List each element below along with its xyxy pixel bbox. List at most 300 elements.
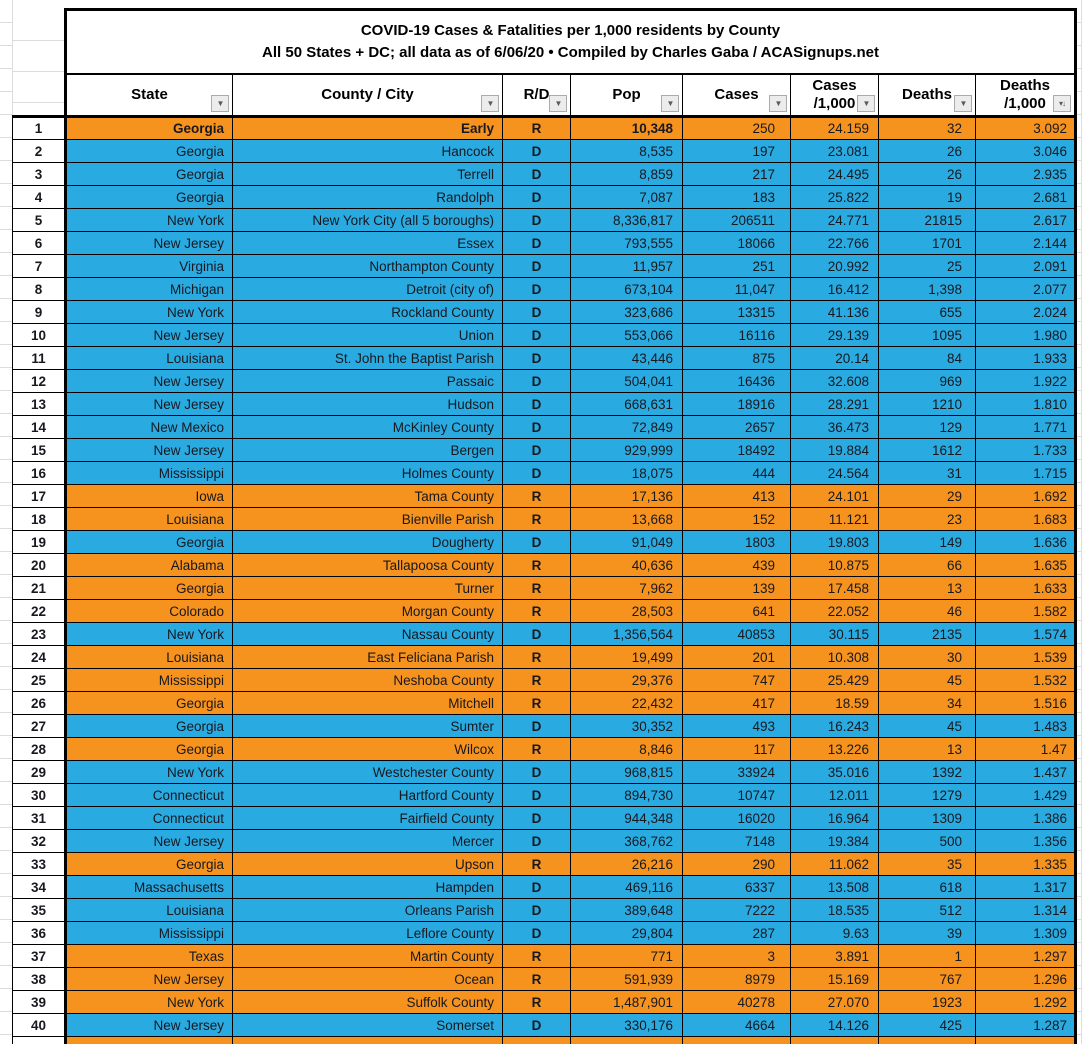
cell-state[interactable]: New York: [66, 301, 233, 324]
cell-county-city[interactable]: St. John the Baptist Parish: [233, 347, 503, 370]
cell-party-rd[interactable]: R: [503, 738, 571, 761]
cell-population[interactable]: 771: [571, 945, 683, 968]
cell-cases-per-1000[interactable]: 25.822: [791, 186, 879, 209]
cell-county-city[interactable]: Hancock: [233, 140, 503, 163]
cell-deaths-per-1000[interactable]: 1.297: [976, 945, 1076, 968]
cell-state[interactable]: Georgia: [66, 853, 233, 876]
cell-population[interactable]: 40,636: [571, 554, 683, 577]
cell-cases[interactable]: 413: [683, 485, 791, 508]
cell-cases[interactable]: 251: [683, 255, 791, 278]
cell-state[interactable]: Georgia: [66, 715, 233, 738]
cell-deaths-per-1000[interactable]: 1.309: [976, 922, 1076, 945]
cell-cases-per-1000[interactable]: 25.429: [791, 669, 879, 692]
cell-deaths[interactable]: 30: [879, 646, 976, 669]
cell-population[interactable]: 8,846: [571, 738, 683, 761]
row-number[interactable]: 12: [13, 370, 66, 393]
cell-state[interactable]: Mississippi: [66, 462, 233, 485]
sort-descending-filter-icon[interactable]: ▾↓: [1053, 95, 1071, 112]
cell-county-city[interactable]: Hartford County: [233, 784, 503, 807]
row-number[interactable]: 11: [13, 347, 66, 370]
row-number[interactable]: 10: [13, 324, 66, 347]
cell-cases-per-1000[interactable]: 10.308: [791, 646, 879, 669]
cell-deaths-per-1000[interactable]: 2.681: [976, 186, 1076, 209]
cell-deaths[interactable]: 23: [879, 508, 976, 531]
cell-party-rd[interactable]: R: [503, 945, 571, 968]
row-number[interactable]: 39: [13, 991, 66, 1014]
cell-deaths[interactable]: 46: [879, 600, 976, 623]
cell-cases[interactable]: 197: [683, 140, 791, 163]
cell-cases-per-1000[interactable]: 22.766: [791, 232, 879, 255]
row-number[interactable]: 4: [13, 186, 66, 209]
cell-deaths[interactable]: 31: [879, 462, 976, 485]
cell-county-city[interactable]: Early: [233, 117, 503, 140]
cell-state[interactable]: Colorado: [66, 600, 233, 623]
cell-deaths-per-1000[interactable]: 1.386: [976, 807, 1076, 830]
cell-state[interactable]: New Jersey: [66, 232, 233, 255]
cell-cases-per-1000[interactable]: 18.59: [791, 692, 879, 715]
cell-deaths[interactable]: 512: [879, 899, 976, 922]
cell-deaths[interactable]: 84: [879, 347, 976, 370]
cell-cases[interactable]: 152: [683, 508, 791, 531]
cell-deaths-per-1000[interactable]: 1.292: [976, 991, 1076, 1014]
cell-deaths[interactable]: 34: [879, 692, 976, 715]
row-number[interactable]: 35: [13, 899, 66, 922]
cell-county-city[interactable]: Neshoba County: [233, 669, 503, 692]
cell-deaths[interactable]: 149: [879, 531, 976, 554]
cell-cases[interactable]: 6337: [683, 876, 791, 899]
filter-dropdown-icon[interactable]: ▼: [769, 95, 787, 112]
cell-state[interactable]: Georgia: [66, 163, 233, 186]
cell-county-city[interactable]: Holmes County: [233, 462, 503, 485]
cell-state[interactable]: Georgia: [66, 117, 233, 140]
cell-deaths[interactable]: 500: [879, 830, 976, 853]
cell-cases[interactable]: 16116: [683, 324, 791, 347]
cell-cases[interactable]: 875: [683, 347, 791, 370]
cell-county-city[interactable]: Leflore County: [233, 922, 503, 945]
cell-cases[interactable]: 201: [683, 646, 791, 669]
cell-population[interactable]: 469,116: [571, 876, 683, 899]
cell-deaths[interactable]: 1279: [879, 784, 976, 807]
cell-county-city[interactable]: Hampden: [233, 876, 503, 899]
cell-deaths-per-1000[interactable]: 1.335: [976, 853, 1076, 876]
cell-deaths-per-1000[interactable]: 2.077: [976, 278, 1076, 301]
cell-deaths-per-1000[interactable]: 2.144: [976, 232, 1076, 255]
cell-county-city[interactable]: Orleans Parish: [233, 899, 503, 922]
cell-cases-per-1000[interactable]: 10.875: [791, 554, 879, 577]
cell-party-rd[interactable]: R: [503, 853, 571, 876]
filter-dropdown-icon[interactable]: ▼: [549, 95, 567, 112]
cell-party-rd[interactable]: R: [503, 669, 571, 692]
cell-party-rd[interactable]: D: [503, 232, 571, 255]
cell-party-rd[interactable]: R: [503, 554, 571, 577]
cell-cases[interactable]: 16020: [683, 807, 791, 830]
cell-cases-per-1000[interactable]: 13.508: [791, 876, 879, 899]
cell-county-city[interactable]: Tama County: [233, 485, 503, 508]
row-number[interactable]: 25: [13, 669, 66, 692]
cell-cases-per-1000[interactable]: 19.884: [791, 439, 879, 462]
row-number[interactable]: 9: [13, 301, 66, 324]
cell-population[interactable]: 72,849: [571, 416, 683, 439]
cell-cases-per-1000[interactable]: 23.081: [791, 140, 879, 163]
cell-population[interactable]: 22,432: [571, 692, 683, 715]
cell-population[interactable]: 29,804: [571, 922, 683, 945]
cell-state[interactable]: Georgia: [66, 692, 233, 715]
cell-county-city[interactable]: Mercer: [233, 830, 503, 853]
cell-cases[interactable]: 439: [683, 554, 791, 577]
row-number[interactable]: 30: [13, 784, 66, 807]
cell-county-city[interactable]: Somerset: [233, 1014, 503, 1037]
cell-state[interactable]: Michigan: [66, 278, 233, 301]
row-number[interactable]: 8: [13, 278, 66, 301]
cell-cases-per-1000[interactable]: 18.535: [791, 899, 879, 922]
cell-deaths-per-1000[interactable]: 1.483: [976, 715, 1076, 738]
cell-county-city[interactable]: Wilcox: [233, 738, 503, 761]
cell-cases-per-1000[interactable]: 24.159: [791, 117, 879, 140]
cell-deaths-per-1000[interactable]: 2.091: [976, 255, 1076, 278]
cell-population[interactable]: 26,216: [571, 853, 683, 876]
cell-deaths-per-1000[interactable]: 1.317: [976, 876, 1076, 899]
cell-cases-per-1000[interactable]: 17.458: [791, 577, 879, 600]
row-number[interactable]: 6: [13, 232, 66, 255]
row-number[interactable]: 18: [13, 508, 66, 531]
cell-county-city[interactable]: Detroit (city of): [233, 278, 503, 301]
cell-county-city[interactable]: Mitchell: [233, 692, 503, 715]
row-number[interactable]: 31: [13, 807, 66, 830]
cell-cases[interactable]: 40278: [683, 991, 791, 1014]
cell-cases[interactable]: 641: [683, 600, 791, 623]
cell-party-rd[interactable]: D: [503, 531, 571, 554]
cell-deaths[interactable]: 35: [879, 853, 976, 876]
cell-deaths[interactable]: 26: [879, 140, 976, 163]
cell-state[interactable]: New Jersey: [66, 439, 233, 462]
cell-county-city[interactable]: [233, 1037, 503, 1044]
cell-deaths-per-1000[interactable]: 1.47: [976, 738, 1076, 761]
cell-deaths-per-1000[interactable]: 1.633: [976, 577, 1076, 600]
cell-cases-per-1000[interactable]: 36.473: [791, 416, 879, 439]
cell-deaths-per-1000[interactable]: 1.692: [976, 485, 1076, 508]
column-header-state[interactable]: [66, 74, 233, 117]
cell-cases-per-1000[interactable]: 11.062: [791, 853, 879, 876]
row-number[interactable]: 21: [13, 577, 66, 600]
cell-party-rd[interactable]: D: [503, 370, 571, 393]
cell-cases-per-1000[interactable]: 24.495: [791, 163, 879, 186]
cell-population[interactable]: [571, 1037, 683, 1044]
cell-deaths[interactable]: 25: [879, 255, 976, 278]
row-number[interactable]: 19: [13, 531, 66, 554]
row-number[interactable]: 15: [13, 439, 66, 462]
cell-cases-per-1000[interactable]: 11.121: [791, 508, 879, 531]
cell-county-city[interactable]: Nassau County: [233, 623, 503, 646]
cell-deaths[interactable]: 21815: [879, 209, 976, 232]
row-number[interactable]: 28: [13, 738, 66, 761]
cell-party-rd[interactable]: D: [503, 163, 571, 186]
cell-party-rd[interactable]: R: [503, 577, 571, 600]
cell-party-rd[interactable]: R: [503, 117, 571, 140]
cell-county-city[interactable]: East Feliciana Parish: [233, 646, 503, 669]
cell-deaths[interactable]: 19: [879, 186, 976, 209]
cell-deaths[interactable]: 1923: [879, 991, 976, 1014]
row-number[interactable]: 27: [13, 715, 66, 738]
row-number[interactable]: 20: [13, 554, 66, 577]
cell-cases-per-1000[interactable]: 12.011: [791, 784, 879, 807]
cell-population[interactable]: 29,376: [571, 669, 683, 692]
cell-population[interactable]: 17,136: [571, 485, 683, 508]
cell-county-city[interactable]: Union: [233, 324, 503, 347]
filter-dropdown-icon[interactable]: ▼: [211, 95, 229, 112]
cell-population[interactable]: 28,503: [571, 600, 683, 623]
cell-party-rd[interactable]: D: [503, 623, 571, 646]
cell-deaths[interactable]: 45: [879, 715, 976, 738]
row-number[interactable]: 24: [13, 646, 66, 669]
cell-population[interactable]: 673,104: [571, 278, 683, 301]
cell-cases[interactable]: 3: [683, 945, 791, 968]
cell-cases[interactable]: 4664: [683, 1014, 791, 1037]
cell-population[interactable]: 30,352: [571, 715, 683, 738]
cell-deaths-per-1000[interactable]: 1.314: [976, 899, 1076, 922]
cell-deaths-per-1000[interactable]: 1.922: [976, 370, 1076, 393]
cell-state[interactable]: New Mexico: [66, 416, 233, 439]
cell-party-rd[interactable]: D: [503, 186, 571, 209]
cell-cases[interactable]: 16436: [683, 370, 791, 393]
cell-deaths-per-1000[interactable]: 1.532: [976, 669, 1076, 692]
cell-state[interactable]: New Jersey: [66, 1014, 233, 1037]
cell-deaths[interactable]: 655: [879, 301, 976, 324]
cell-county-city[interactable]: Dougherty: [233, 531, 503, 554]
cell-deaths-per-1000[interactable]: 1.715: [976, 462, 1076, 485]
cell-cases[interactable]: 206511: [683, 209, 791, 232]
cell-cases[interactable]: 2657: [683, 416, 791, 439]
column-header-cases-per-1000[interactable]: [791, 74, 879, 117]
cell-cases[interactable]: 10747: [683, 784, 791, 807]
cell-state[interactable]: [66, 1037, 233, 1044]
cell-deaths[interactable]: 66: [879, 554, 976, 577]
cell-deaths[interactable]: 425: [879, 1014, 976, 1037]
column-header-cases[interactable]: [683, 74, 791, 117]
cell-cases-per-1000[interactable]: 24.564: [791, 462, 879, 485]
cell-cases-per-1000[interactable]: [791, 1037, 879, 1044]
cell-party-rd[interactable]: D: [503, 439, 571, 462]
cell-deaths[interactable]: [879, 1037, 976, 1044]
cell-state[interactable]: New York: [66, 991, 233, 1014]
cell-deaths-per-1000[interactable]: 1.635: [976, 554, 1076, 577]
cell-deaths-per-1000[interactable]: 1.980: [976, 324, 1076, 347]
cell-cases[interactable]: 13315: [683, 301, 791, 324]
cell-cases-per-1000[interactable]: 24.101: [791, 485, 879, 508]
cell-party-rd[interactable]: D: [503, 899, 571, 922]
cell-population[interactable]: 7,087: [571, 186, 683, 209]
cell-deaths[interactable]: 32: [879, 117, 976, 140]
cell-deaths[interactable]: 1210: [879, 393, 976, 416]
cell-deaths-per-1000[interactable]: 1.933: [976, 347, 1076, 370]
cell-cases-per-1000[interactable]: 16.412: [791, 278, 879, 301]
cell-county-city[interactable]: Sumter: [233, 715, 503, 738]
cell-county-city[interactable]: Hudson: [233, 393, 503, 416]
cell-party-rd[interactable]: D: [503, 347, 571, 370]
cell-cases[interactable]: 417: [683, 692, 791, 715]
row-number[interactable]: 2: [13, 140, 66, 163]
cell-deaths[interactable]: 969: [879, 370, 976, 393]
cell-state[interactable]: Connecticut: [66, 784, 233, 807]
cell-county-city[interactable]: Terrell: [233, 163, 503, 186]
row-number[interactable]: 13: [13, 393, 66, 416]
cell-cases[interactable]: 18916: [683, 393, 791, 416]
filter-dropdown-icon[interactable]: ▼: [661, 95, 679, 112]
row-number[interactable]: 22: [13, 600, 66, 623]
cell-state[interactable]: Connecticut: [66, 807, 233, 830]
cell-party-rd[interactable]: R: [503, 485, 571, 508]
cell-deaths[interactable]: 2135: [879, 623, 976, 646]
filter-dropdown-icon[interactable]: ▼: [857, 95, 875, 112]
cell-cases[interactable]: 1803: [683, 531, 791, 554]
cell-county-city[interactable]: Rockland County: [233, 301, 503, 324]
cell-county-city[interactable]: Fairfield County: [233, 807, 503, 830]
cell-population[interactable]: 929,999: [571, 439, 683, 462]
cell-cases-per-1000[interactable]: 13.226: [791, 738, 879, 761]
cell-deaths[interactable]: 1: [879, 945, 976, 968]
cell-cases-per-1000[interactable]: 16.243: [791, 715, 879, 738]
cell-state[interactable]: New Jersey: [66, 370, 233, 393]
cell-cases[interactable]: 250: [683, 117, 791, 140]
cell-deaths-per-1000[interactable]: 2.617: [976, 209, 1076, 232]
cell-population[interactable]: 330,176: [571, 1014, 683, 1037]
cell-cases-per-1000[interactable]: 20.992: [791, 255, 879, 278]
cell-state[interactable]: Alabama: [66, 554, 233, 577]
row-number[interactable]: 40: [13, 1014, 66, 1037]
row-number[interactable]: 16: [13, 462, 66, 485]
cell-population[interactable]: 793,555: [571, 232, 683, 255]
cell-party-rd[interactable]: D: [503, 715, 571, 738]
cell-deaths-per-1000[interactable]: 1.636: [976, 531, 1076, 554]
cell-cases-per-1000[interactable]: 15.169: [791, 968, 879, 991]
row-number[interactable]: 1: [13, 117, 66, 140]
cell-cases-per-1000[interactable]: 19.803: [791, 531, 879, 554]
cell-population[interactable]: 11,957: [571, 255, 683, 278]
cell-cases[interactable]: 444: [683, 462, 791, 485]
cell-population[interactable]: 10,348: [571, 117, 683, 140]
cell-party-rd[interactable]: D: [503, 416, 571, 439]
cell-cases-per-1000[interactable]: 20.14: [791, 347, 879, 370]
cell-deaths-per-1000[interactable]: 1.810: [976, 393, 1076, 416]
cell-cases-per-1000[interactable]: 27.070: [791, 991, 879, 1014]
cell-cases[interactable]: 18492: [683, 439, 791, 462]
cell-deaths-per-1000[interactable]: 1.516: [976, 692, 1076, 715]
row-number[interactable]: 14: [13, 416, 66, 439]
cell-cases[interactable]: 18066: [683, 232, 791, 255]
cell-state[interactable]: New Jersey: [66, 324, 233, 347]
cell-party-rd[interactable]: D: [503, 278, 571, 301]
row-number[interactable]: 32: [13, 830, 66, 853]
cell-cases[interactable]: 183: [683, 186, 791, 209]
row-number[interactable]: 29: [13, 761, 66, 784]
cell-cases-per-1000[interactable]: 28.291: [791, 393, 879, 416]
cell-population[interactable]: 13,668: [571, 508, 683, 531]
row-number[interactable]: 26: [13, 692, 66, 715]
cell-party-rd[interactable]: R: [503, 646, 571, 669]
cell-party-rd[interactable]: D: [503, 324, 571, 347]
cell-county-city[interactable]: Bergen: [233, 439, 503, 462]
cell-party-rd[interactable]: D: [503, 807, 571, 830]
cell-population[interactable]: 504,041: [571, 370, 683, 393]
cell-state[interactable]: New York: [66, 761, 233, 784]
row-number[interactable]: 33: [13, 853, 66, 876]
cell-state[interactable]: Mississippi: [66, 669, 233, 692]
cell-population[interactable]: 968,815: [571, 761, 683, 784]
cell-cases[interactable]: 493: [683, 715, 791, 738]
cell-deaths-per-1000[interactable]: 2.935: [976, 163, 1076, 186]
row-number[interactable]: 37: [13, 945, 66, 968]
row-number[interactable]: 17: [13, 485, 66, 508]
cell-deaths[interactable]: 26: [879, 163, 976, 186]
cell-state[interactable]: New Jersey: [66, 830, 233, 853]
row-number[interactable]: 23: [13, 623, 66, 646]
cell-county-city[interactable]: Suffolk County: [233, 991, 503, 1014]
column-header-rd[interactable]: [503, 74, 571, 117]
cell-county-city[interactable]: Tallapoosa County: [233, 554, 503, 577]
cell-cases[interactable]: 139: [683, 577, 791, 600]
cell-cases[interactable]: [683, 1037, 791, 1044]
cell-deaths-per-1000[interactable]: 1.771: [976, 416, 1076, 439]
cell-county-city[interactable]: Randolph: [233, 186, 503, 209]
cell-party-rd[interactable]: [503, 1037, 571, 1044]
cell-deaths[interactable]: 618: [879, 876, 976, 899]
cell-population[interactable]: 1,356,564: [571, 623, 683, 646]
cell-party-rd[interactable]: D: [503, 393, 571, 416]
cell-cases-per-1000[interactable]: 24.771: [791, 209, 879, 232]
column-header-deaths[interactable]: [879, 74, 976, 117]
cell-deaths-per-1000[interactable]: 1.356: [976, 830, 1076, 853]
cell-party-rd[interactable]: R: [503, 991, 571, 1014]
cell-party-rd[interactable]: R: [503, 600, 571, 623]
cell-county-city[interactable]: Morgan County: [233, 600, 503, 623]
cell-county-city[interactable]: Bienville Parish: [233, 508, 503, 531]
cell-party-rd[interactable]: D: [503, 255, 571, 278]
cell-state[interactable]: Louisiana: [66, 508, 233, 531]
cell-county-city[interactable]: Northampton County: [233, 255, 503, 278]
cell-cases-per-1000[interactable]: 16.964: [791, 807, 879, 830]
cell-state[interactable]: Texas: [66, 945, 233, 968]
cell-county-city[interactable]: Ocean: [233, 968, 503, 991]
cell-party-rd[interactable]: D: [503, 209, 571, 232]
cell-cases[interactable]: 8979: [683, 968, 791, 991]
cell-deaths[interactable]: 13: [879, 577, 976, 600]
cell-population[interactable]: 8,336,817: [571, 209, 683, 232]
cell-deaths-per-1000[interactable]: 1.582: [976, 600, 1076, 623]
cell-deaths-per-1000[interactable]: [976, 1037, 1076, 1044]
cell-deaths-per-1000[interactable]: 3.046: [976, 140, 1076, 163]
row-number[interactable]: 7: [13, 255, 66, 278]
cell-cases-per-1000[interactable]: 9.63: [791, 922, 879, 945]
filter-dropdown-icon[interactable]: ▼: [954, 95, 972, 112]
cell-state[interactable]: New York: [66, 209, 233, 232]
cell-party-rd[interactable]: D: [503, 462, 571, 485]
cell-deaths[interactable]: 1,398: [879, 278, 976, 301]
cell-state[interactable]: New Jersey: [66, 968, 233, 991]
cell-party-rd[interactable]: D: [503, 830, 571, 853]
cell-cases-per-1000[interactable]: 19.384: [791, 830, 879, 853]
cell-deaths-per-1000[interactable]: 1.296: [976, 968, 1076, 991]
cell-state[interactable]: Georgia: [66, 531, 233, 554]
cell-population[interactable]: 8,859: [571, 163, 683, 186]
cell-population[interactable]: 368,762: [571, 830, 683, 853]
column-header-pop[interactable]: [571, 74, 683, 117]
cell-cases-per-1000[interactable]: 35.016: [791, 761, 879, 784]
cell-state[interactable]: Massachusetts: [66, 876, 233, 899]
row-number[interactable]: [13, 1037, 66, 1044]
cell-deaths-per-1000[interactable]: 1.287: [976, 1014, 1076, 1037]
cell-cases-per-1000[interactable]: 32.608: [791, 370, 879, 393]
cell-cases[interactable]: 33924: [683, 761, 791, 784]
filter-dropdown-icon[interactable]: ▼: [481, 95, 499, 112]
